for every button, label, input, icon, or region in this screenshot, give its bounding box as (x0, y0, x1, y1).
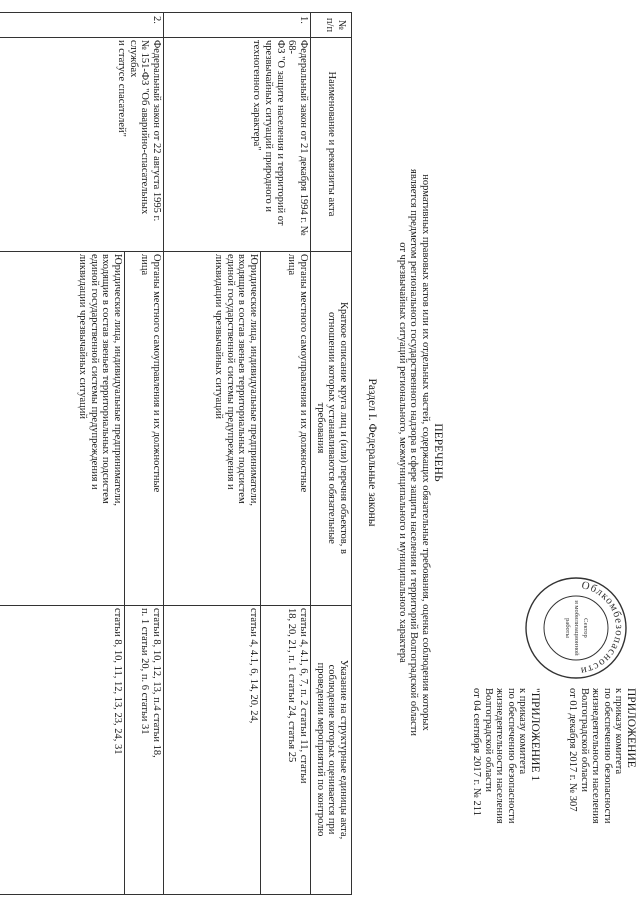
reference-line: 18, 20, 21, п. 1 статьи 24, статья 25 (286, 608, 298, 763)
section-heading: Раздел I. Федеральные законы (366, 378, 378, 527)
stamp-ring-text: Облкомбезопасности (578, 579, 626, 677)
appendix-line: по обеспечению безопасности (601, 688, 613, 824)
reference-line: п. 1 статьи 20, п. 6 статьи 31 (139, 608, 151, 735)
subtitle-line: от чрезвычайных ситуаций регионального, межмуниципального и муниципального характера (396, 242, 408, 663)
act-name-line: и статусе спасателей" (115, 40, 127, 137)
header-text: № (336, 19, 347, 31)
document-title: ПЕРЕЧЕНЬ (432, 423, 444, 482)
act-name-line: Федеральный закон от 22 августа 1995 г. (151, 40, 162, 222)
description-authorities (139, 254, 162, 604)
official-stamp (522, 574, 630, 682)
row-number: 2. (151, 16, 162, 24)
references-authorities (286, 608, 309, 893)
reference-line: статьи 4, 4.1, 6, 14, 20, 24, (248, 608, 259, 724)
reference-line: статьи 4, 4.1, 6, 7, п. 2 статьи 11, статьи (298, 608, 309, 784)
appendix-line: к приказу комитета (517, 688, 529, 775)
description-line: Юридические лица, индивидуальные предприниматели, (112, 254, 123, 507)
table-rule (310, 13, 311, 894)
act-name (250, 40, 309, 250)
appendix-date: от 04 сентября 2017 г. № 211 (471, 688, 483, 816)
table-rule (0, 605, 351, 606)
header-text: проведении мероприятий по контролю (314, 662, 326, 837)
description-line: Органы местного самоуправления и их должностные (151, 254, 162, 493)
table-rule (260, 251, 261, 894)
description-legal-entities (212, 254, 259, 604)
description-line: Органы местного самоуправления и их должностные (298, 254, 309, 493)
appendix-heading: "ПРИЛОЖЕНИЕ 1 (529, 688, 541, 782)
header-description (314, 251, 349, 605)
references-authorities (139, 608, 162, 893)
row-number: 1. (298, 16, 309, 24)
appendix-date: от 01 декабря 2017 г. № 307 (567, 688, 579, 812)
subtitle-line: нормативных правовых актов или их отдельных частей, содержащих обязательные требования, оценка соблюдения которых (420, 174, 431, 731)
act-name-line: Федеральный закон от 21 декабря 1994 г. № 68- (286, 40, 309, 236)
act-name-line: ФЗ "О защите населения и территорий от (274, 40, 286, 226)
appendix-line: жизнедеятельности населения (494, 688, 506, 824)
description-legal-entities (76, 254, 123, 604)
header-text: соблюдение которых оценивается при (326, 664, 338, 835)
description-line: Юридические лица, индивидуальные предприниматели, (248, 254, 259, 507)
header-text: Краткое описание круга лиц и (или) перечня объектов, в (338, 302, 349, 554)
table-rule (0, 37, 351, 38)
header-text: отношении которых устанавливаются обязательные (326, 312, 338, 544)
header-text: Наименование и реквизиты акта (326, 71, 337, 217)
document-subtitle (396, 90, 431, 815)
description-line: ликвидации чрезвычайных ситуаций (212, 254, 224, 419)
appendix-header-current (566, 688, 636, 888)
stamp-inner-line: работы (564, 618, 571, 638)
header-text: п/п (324, 17, 336, 33)
appendix-line: жизнедеятельности населения (590, 688, 602, 824)
description-line: единой государственной системы предупреждения и (88, 254, 100, 490)
act-name (115, 40, 162, 250)
references-legal-entities (111, 608, 123, 893)
stamp-inner-line: и мобилизационной (573, 600, 580, 656)
references-legal-entities (247, 608, 259, 893)
appendix-line: Волгоградской области (578, 688, 590, 793)
appendix-line: Волгоградской области (482, 688, 494, 793)
table-rule (124, 251, 125, 894)
description-line: лица (286, 254, 298, 276)
appendix-heading: ПРИЛОЖЕНИЕ (625, 688, 637, 768)
appendix-line: к приказу комитета (613, 688, 625, 775)
requirements-table (0, 12, 352, 895)
stamp-inner-line: Сектор (582, 618, 589, 638)
table-rule (163, 13, 164, 894)
description-line: лица (139, 254, 151, 276)
description-line: ликвидации чрезвычайных ситуаций (76, 254, 88, 419)
reference-line: статьи 8, 10, 11, 12, 13, 23, 24, 31 (112, 608, 123, 755)
description-line: входящие в состав звеньев территориальных подсистем (100, 254, 112, 504)
subtitle-line: является предметом регионального государственного надзора в сфере защиты населения и территорий Волгоградской области (408, 169, 420, 736)
act-name-line: техногенного характера" (251, 40, 263, 151)
header-number (324, 13, 347, 37)
header-references (314, 605, 349, 894)
header-text: Указание на структурные единицы акта, (338, 659, 349, 840)
description-line: входящие в состав звеньев территориальных подсистем (236, 254, 248, 504)
description-line: единой государственной системы предупреждения и (224, 254, 236, 490)
description-authorities (286, 254, 309, 604)
header-text: требования (314, 402, 326, 454)
table-rule (0, 251, 351, 252)
appendix-header-previous (470, 688, 540, 888)
header-act-name (325, 37, 337, 251)
act-name-line: чрезвычайных ситуаций природного и (262, 40, 274, 213)
act-name-line: № 151-ФЗ "Об аварийно-спасательных службах (127, 40, 151, 215)
appendix-line: по обеспечению безопасности (505, 688, 517, 824)
reference-line: статьи 8, 10, 12, 13, п.4 статьи 18, (151, 608, 162, 758)
